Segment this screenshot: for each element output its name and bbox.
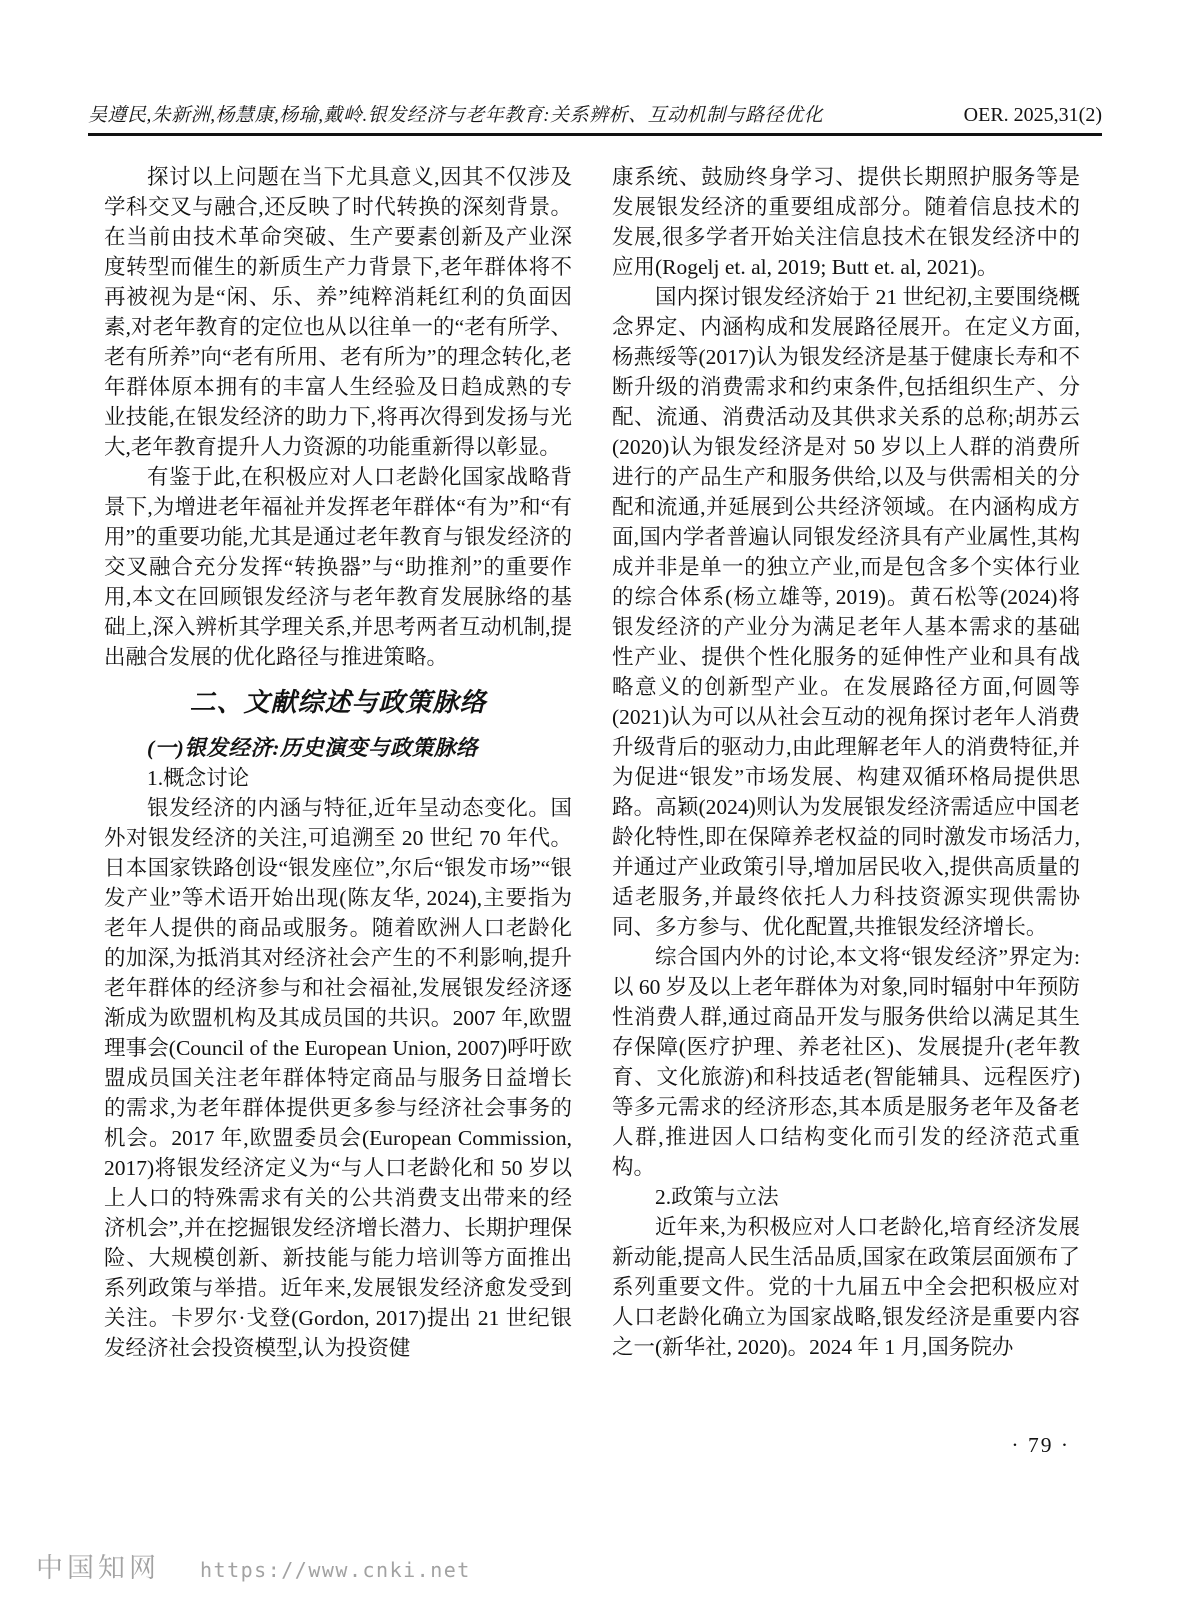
article-body	[104, 162, 1080, 1363]
paragraph-definition: 综合国内外的讨论,本文将“银发经济”界定为:以 60 岁及以上老年群体为对象,同时辐射中年预防性消费人群,通过商品开发与服务供给以满足其生存保障(医疗护理、养老社区)、发展提升(老年教育、文化旅游)和科技适老(智能辅具、远程医疗)等多元需求的经济形态,其本质是服务老年及备老人群,推进因人口结构变化而引发的经济范式重构。	[612, 945, 1080, 1179]
footer-watermark	[36, 1546, 471, 1585]
running-head-citation: 吴遵民,朱新洲,杨慧康,杨瑜,戴岭.银发经济与老年教育:关系辨析、互动机制与路径优化	[88, 105, 824, 126]
right-column	[612, 162, 1080, 1363]
paragraph-domestic: 国内探讨银发经济始于 21 世纪初,主要围绕概念界定、内涵构成和发展路径展开。在定义方面,杨燕绥等(2017)认为银发经济是基于健康长寿和不断升级的消费需求和约束条件,包括组织生产、分配、流通、消费活动及其供求关系的总称;胡苏云(2020)认为银发经济是对 50 岁以上人群的消费所进行的产品生产和服务供给,以及与供需相关的分配和流通,并延展到公共经济领域。在内涵构成方面,国内学者普遍认同银发经济具有产业属性,其构成并非是单一的独立产业,而是包含多个实体行业的综合体系(杨立雄等, 2019)。黄石松等(2024)将银发经济的产业分为满足老年人基本需求的基础性产业、提供个性化服务的延伸性产业和具有战略意义的创新型产业。在发展路径方面,何圆等(2021)认为可以从社会互动的视角探讨老年人消费升级背后的驱动力,由此理解老年人的消费特征,并为促进“银发”市场发展、构建双循环格局提供思路。高颖(2024)则认为发展银发经济需适应中国老龄化特性,即在保障养老权益的同时激发市场活力,并通过产业政策引导,增加居民收入,提供高质量的适老服务,并最终依托人力科技资源实现供需协同、多方参与、优化配置,共推银发经济增长。	[612, 285, 1080, 939]
paragraph-concept-continued: 康系统、鼓励终身学习、提供长期照护服务等是发展银发经济的重要组成部分。随着信息技术的发展,很多学者开始关注信息技术在银发经济中的应用(Rogelj et. al, 2019; Butt et. al, 2021)。	[612, 165, 1080, 279]
subsection-heading: (一)银发经济:历史演变与政策脉络	[147, 736, 478, 760]
left-column	[104, 162, 572, 1363]
paragraph-intro-1: 探讨以上问题在当下尤具意义,因其不仅涉及学科交叉与融合,还反映了时代转换的深刻背景。在当前由技术革命突破、生产要素创新及产业深度转型而催生的新质生产力背景下,老年群体将不再被视为是“闲、乐、养”纯粹消耗红利的负面因素,对老年教育的定位也从以往单一的“老有所学、老有所养”向“老有所用、老有所为”的理念转化,老年群体原本拥有的丰富人生经验及日趋成熟的专业技能,在银发经济的助力下,将再次得到发扬与光大,老年教育提升人力资源的功能重新得以彰显。	[104, 165, 572, 459]
item-heading-concept: 1.概念讨论	[147, 766, 250, 790]
paragraph-intro-2: 有鉴于此,在积极应对人口老龄化国家战略背景下,为增进老年福祉并发挥老年群体“有为”和“有用”的重要功能,尤其是通过老年教育与银发经济的交叉融合充分发挥“转换器”与“助推剂”的重要作用,本文在回顾银发经济与老年教育发展脉络的基础上,深入辨析其学理关系,并思考两者互动机制,提出融合发展的优化路径与推进策略。	[104, 465, 572, 669]
paragraph-policy: 近年来,为积极应对人口老龄化,培育经济发展新动能,提高人民生活品质,国家在政策层面颁布了系列重要文件。党的十九届五中全会把积极应对人口老龄化确立为国家战略,银发经济是重要内容之一(新华社, 2020)。2024 年 1 月,国务院办	[612, 1215, 1080, 1359]
item-heading-policy: 2.政策与立法	[655, 1185, 779, 1209]
paragraph-concept: 银发经济的内涵与特征,近年呈动态变化。国外对银发经济的关注,可追溯至 20 世纪 70 年代。日本国家铁路创设“银发座位”,尔后“银发市场”“银发产业”等术语开始出现(陈友华, 2024),主要指为老年人提供的商品或服务。随着欧洲人口老龄化的加深,为抵消其对经济社会产生的不利影响,提升老年群体的经济参与和社会福祉,发展银发经济逐渐成为欧盟机构及其成员国的共识。2007 年,欧盟理事会(Council of the European Union, 2007)呼吁欧盟成员国关注老年群体特定商品与服务日益增长的需求,为老年群体提供更多参与经济社会事务的机会。2017 年,欧盟委员会(European Commission, 2017)将银发经济定义为“与人口老龄化和 50 岁以上人口的特殊需求有关的公共消费支出带来的经济机会”,并在挖掘银发经济增长潜力、长期护理保险、大规模创新、新技能与能力培训等方面推出系列政策与举措。近年来,发展银发经济愈发受到关注。卡罗尔·戈登(Gordon, 2017)提出 21 世纪银发经济社会投资模型,认为投资健	[104, 796, 572, 1360]
page-number: · 79 ·	[1011, 1433, 1070, 1457]
running-head	[88, 100, 1102, 127]
section-heading: 二、文献综述与政策脉络	[189, 688, 487, 717]
cnki-site-name: 中国知网	[36, 1553, 160, 1583]
running-head-journal: OER. 2025,31(2)	[963, 104, 1102, 126]
header-rule	[88, 133, 1102, 136]
cnki-url: https://www.cnki.net	[200, 1558, 471, 1582]
